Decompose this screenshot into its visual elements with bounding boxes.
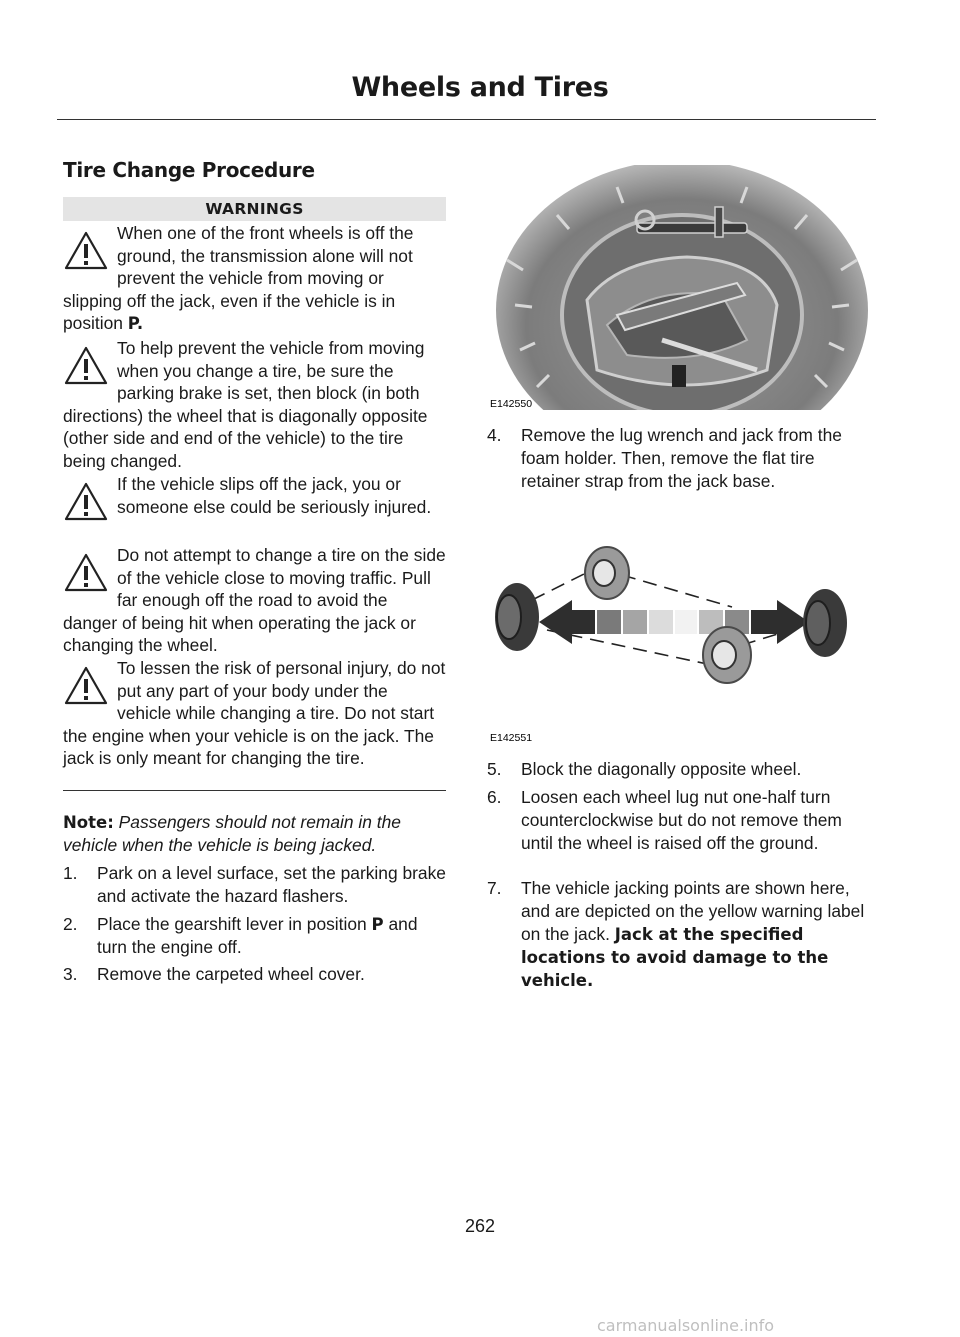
step-bold-text: Jack at the specified locations to avoid damage to the vehicle. (521, 925, 829, 990)
step-item (487, 758, 875, 781)
figure-code: E142551 (490, 732, 533, 744)
step-number: 3. (63, 964, 78, 984)
warning-text: To lessen the risk of personal injury, do not put any part of your body under the vehicle while changing a tire. Do not start the engine when your vehicle is on the jack. The jack is only meant for changing the tire. (63, 658, 446, 769)
step-text: Block the diagonally opposite wheel. (521, 759, 802, 779)
warning-item (63, 657, 446, 770)
warning-triangle-icon (63, 657, 117, 717)
note-text: Passengers should not remain in the vehicle when the vehicle is being jacked. (63, 812, 401, 855)
step-text: Place the gearshift lever in position (97, 914, 372, 934)
tire-icon (585, 547, 629, 599)
figure-diagonal-block (487, 535, 875, 745)
warning-text: To help prevent the vehicle from moving when you change a tire, be sure the parking brake is set, then block (in both directions) the wheel that is diagonally opposite (other side and end of the vehicle) to the tire being changed. (63, 338, 428, 471)
step-bold-text: P (371, 915, 384, 934)
step-text: The vehicle jacking points are shown here, and are depicted on the yellow warning label on the jack. (521, 878, 865, 944)
step-text: Remove the carpeted wheel cover. (97, 964, 365, 984)
warnings-divider (63, 790, 446, 791)
warning-item (63, 473, 446, 533)
step-number: 6. (487, 787, 502, 807)
step-item (63, 913, 451, 959)
step-text: Remove the lug wrench and jack from the foam holder. Then, remove the flat tire retainer strap from the jack base. (521, 425, 842, 491)
tire-icon (803, 589, 847, 657)
tire-icon (703, 627, 751, 683)
note-label: Note: (63, 813, 114, 832)
header-divider (57, 119, 876, 120)
warning-text: If the vehicle slips off the jack, you or someone else could be seriously injured. (117, 474, 432, 517)
step-number: 5. (487, 759, 502, 779)
watermark: carmanualsonline.info (597, 1316, 775, 1335)
page-number: 262 (464, 1216, 496, 1236)
step-text: Park on a level surface, set the parking brake and activate the hazard flashers. (97, 863, 446, 906)
warning-bold-text: P. (127, 314, 144, 334)
figure-code: E142550 (490, 398, 533, 410)
warning-text: Do not attempt to change a tire on the side of the vehicle close to moving traffic. Pull far enough off the road to avoid the danger of being hit when operating the jack or changing the wheel. (63, 545, 446, 656)
step-number: 4. (487, 425, 502, 445)
step-number: 1. (63, 863, 78, 883)
step-item (487, 424, 875, 493)
page-header-title: Wheels and Tires (351, 72, 609, 103)
warning-item (63, 544, 446, 657)
warning-triangle-icon (63, 337, 117, 397)
figure-spare-wheel-tools (487, 165, 875, 410)
diagonal-block-illustration (487, 535, 875, 745)
spare-wheel-illustration (487, 165, 875, 410)
section-title: Tire Change Procedure (63, 158, 315, 182)
step-number: 2. (63, 914, 78, 934)
step-number: 7. (487, 878, 502, 898)
warnings-heading: WARNINGS (63, 197, 446, 221)
warning-triangle-icon (63, 473, 117, 533)
step-item (63, 963, 451, 986)
tire-icon (495, 583, 539, 651)
step-item (487, 877, 875, 992)
warning-item (63, 222, 446, 336)
warning-triangle-icon (63, 222, 117, 282)
warning-text: When one of the front wheels is off the ground, the transmission alone will not prevent the vehicle from moving or slipping off the jack, even if the vehicle is in position (63, 223, 414, 334)
step-text: Loosen each wheel lug nut one-half turn counterclockwise but do not remove them until the wheel is raised off the ground. (521, 787, 842, 853)
step-text-after: and turn the engine off. (97, 914, 418, 957)
step-item (63, 862, 451, 908)
warning-triangle-icon (63, 544, 117, 604)
step-item (487, 786, 875, 855)
note (63, 811, 446, 857)
warning-item (63, 337, 446, 473)
